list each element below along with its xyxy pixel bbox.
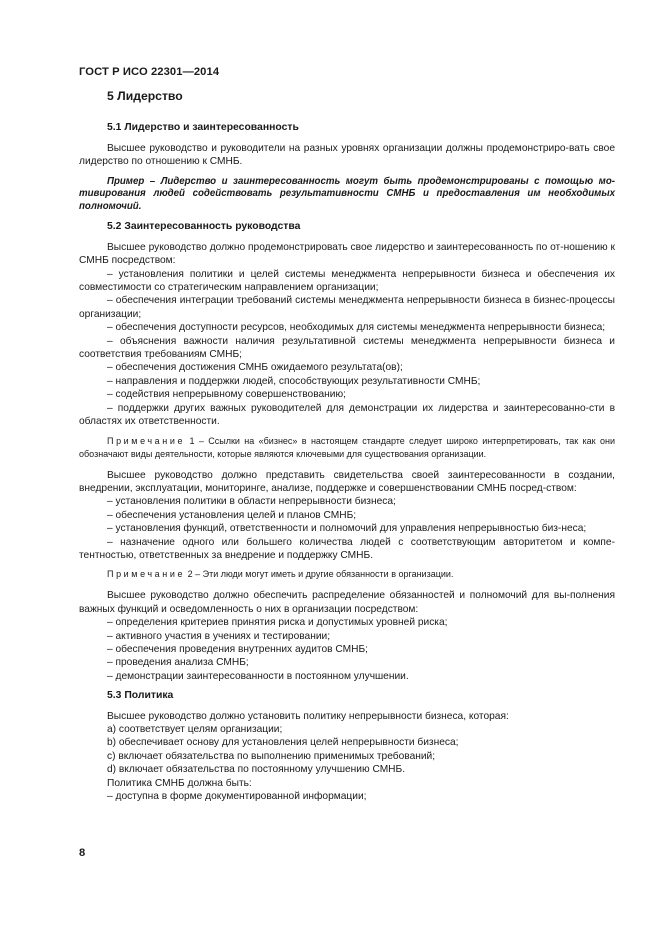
document-header: ГОСТ Р ИСО 22301—2014 bbox=[79, 66, 220, 78]
list-item: – обеспечения интеграции требований системы менеджмента непрерывности бизнеса в бизнес-процессы организации; bbox=[79, 295, 615, 320]
section-5-title: 5 Лидерство bbox=[107, 89, 183, 103]
list-item: c) включает обязательства по выполнению применимых требований; bbox=[107, 750, 436, 762]
section-5-3-title: 5.3 Политика bbox=[107, 690, 174, 702]
list bbox=[79, 616, 615, 683]
note-label: Примечание bbox=[107, 569, 186, 580]
list-item: – доступна в форме документированной информации; bbox=[107, 791, 367, 803]
list-item: b) обеспечивает основу для установления целей непрерывности бизнеса; bbox=[107, 737, 459, 749]
list bbox=[79, 268, 615, 429]
page-content bbox=[79, 90, 615, 803]
note-text: 2 – Эти люди могут иметь и другие обязанности в организации. bbox=[185, 569, 454, 580]
list-item: a) соответствует целям организации; bbox=[107, 724, 283, 735]
list-item: – обеспечения установления целей и планов СМНБ; bbox=[107, 509, 357, 521]
list-item: Политика СМНБ должна быть: bbox=[107, 777, 252, 789]
list-item: – обеспечения достижения СМНБ ожидаемого результата(ов); bbox=[107, 362, 403, 374]
list bbox=[79, 495, 615, 562]
list-item: – обеспечения доступности ресурсов, необходимых для системы менеджмента непрерывности бизнеса; bbox=[107, 322, 606, 334]
list-item: – объяснения важности наличия результативной системы менеджмента непрерывности бизнеса и соответствия требованиям СМНБ; bbox=[79, 335, 615, 361]
list-item: – направления и поддержки людей, способствующих результативности СМНБ; bbox=[107, 375, 481, 387]
list-item: – назначение одного или большего количества людей с соответствующим авторитетом и компе-тентностью, ответственных за внедрение и поддержку СМНБ. bbox=[79, 536, 615, 561]
list-item: – демонстрации заинтересованности в постоянном улучшении. bbox=[107, 670, 409, 682]
section-5-2-title: 5.2 Заинтересованность руководства bbox=[107, 221, 301, 233]
note-text: 1 – Ссылки на «бизнес» в настоящем стандарте следует широко интерпретировать, так как они обозначают виды деятельности, которые являются ключевыми для существования организации. bbox=[79, 435, 615, 459]
paragraph: Высшее руководство должно представить свидетельства своей заинтересованности в создании, внедрении, эксплуатации, мониторинге, анализе, поддержке и совершенствовании СМНБ посред-ством: bbox=[79, 469, 615, 494]
list-item: – содействия непрерывному совершенствованию; bbox=[107, 389, 346, 401]
note-1 bbox=[79, 435, 615, 461]
paragraph: Высшее руководство должно установить политику непрерывности бизнеса, которая: bbox=[107, 710, 509, 722]
note-label: Примечание bbox=[107, 435, 186, 446]
page-number: 8 bbox=[79, 847, 86, 859]
list-item: d) включает обязательства по постоянному улучшению СМНБ. bbox=[107, 764, 406, 776]
note-2 bbox=[79, 568, 615, 581]
list-item: – активного участия в учениях и тестировании; bbox=[107, 630, 331, 642]
list-item: – установления политики и целей системы менеджмента непрерывности бизнеса и обеспечения их совместимости со стратегическим направлением организации; bbox=[79, 268, 615, 294]
list-item: – установления политики в области непрерывности бизнеса; bbox=[107, 496, 396, 508]
list-item: – определения критериев принятия риска и допустимых уровней риска; bbox=[107, 617, 448, 629]
list-item: – поддержки других важных руководителей для демонстрации их лидерства и заинтересованно-сти в областях их ответственности. bbox=[79, 402, 615, 428]
paragraph: Высшее руководство должно обеспечить распределение обязанностей и полномочий для вы-полнения важных функций и осведомленность о них в организации посредством: bbox=[79, 590, 615, 615]
section-5-1-title: 5.1 Лидерство и заинтересованность bbox=[107, 122, 299, 134]
list-item: – обеспечения проведения внутренних аудитов СМНБ; bbox=[107, 643, 368, 655]
paragraph: Высшее руководство должно продемонстрировать свое лидерство и заинтересованность по от-ношению к СМНБ посредством: bbox=[79, 241, 615, 267]
paragraph: Высшее руководство и руководители на разных уровнях организации должны продемонстриро-вать свое лидерство по отношению к СМНБ. bbox=[79, 142, 615, 168]
list-item: – проведения анализа СМНБ; bbox=[107, 657, 249, 669]
example-paragraph: Пример – Лидерство и заинтересованность могут быть продемонстрированы с помощью мо-тивирования людей содействовать результативности СМНБ и предоставления им необходимых полномочий. bbox=[79, 175, 615, 212]
list-item: – установления функций, ответственности и полномочий для управления непрерывностью биз-неса; bbox=[107, 523, 587, 535]
